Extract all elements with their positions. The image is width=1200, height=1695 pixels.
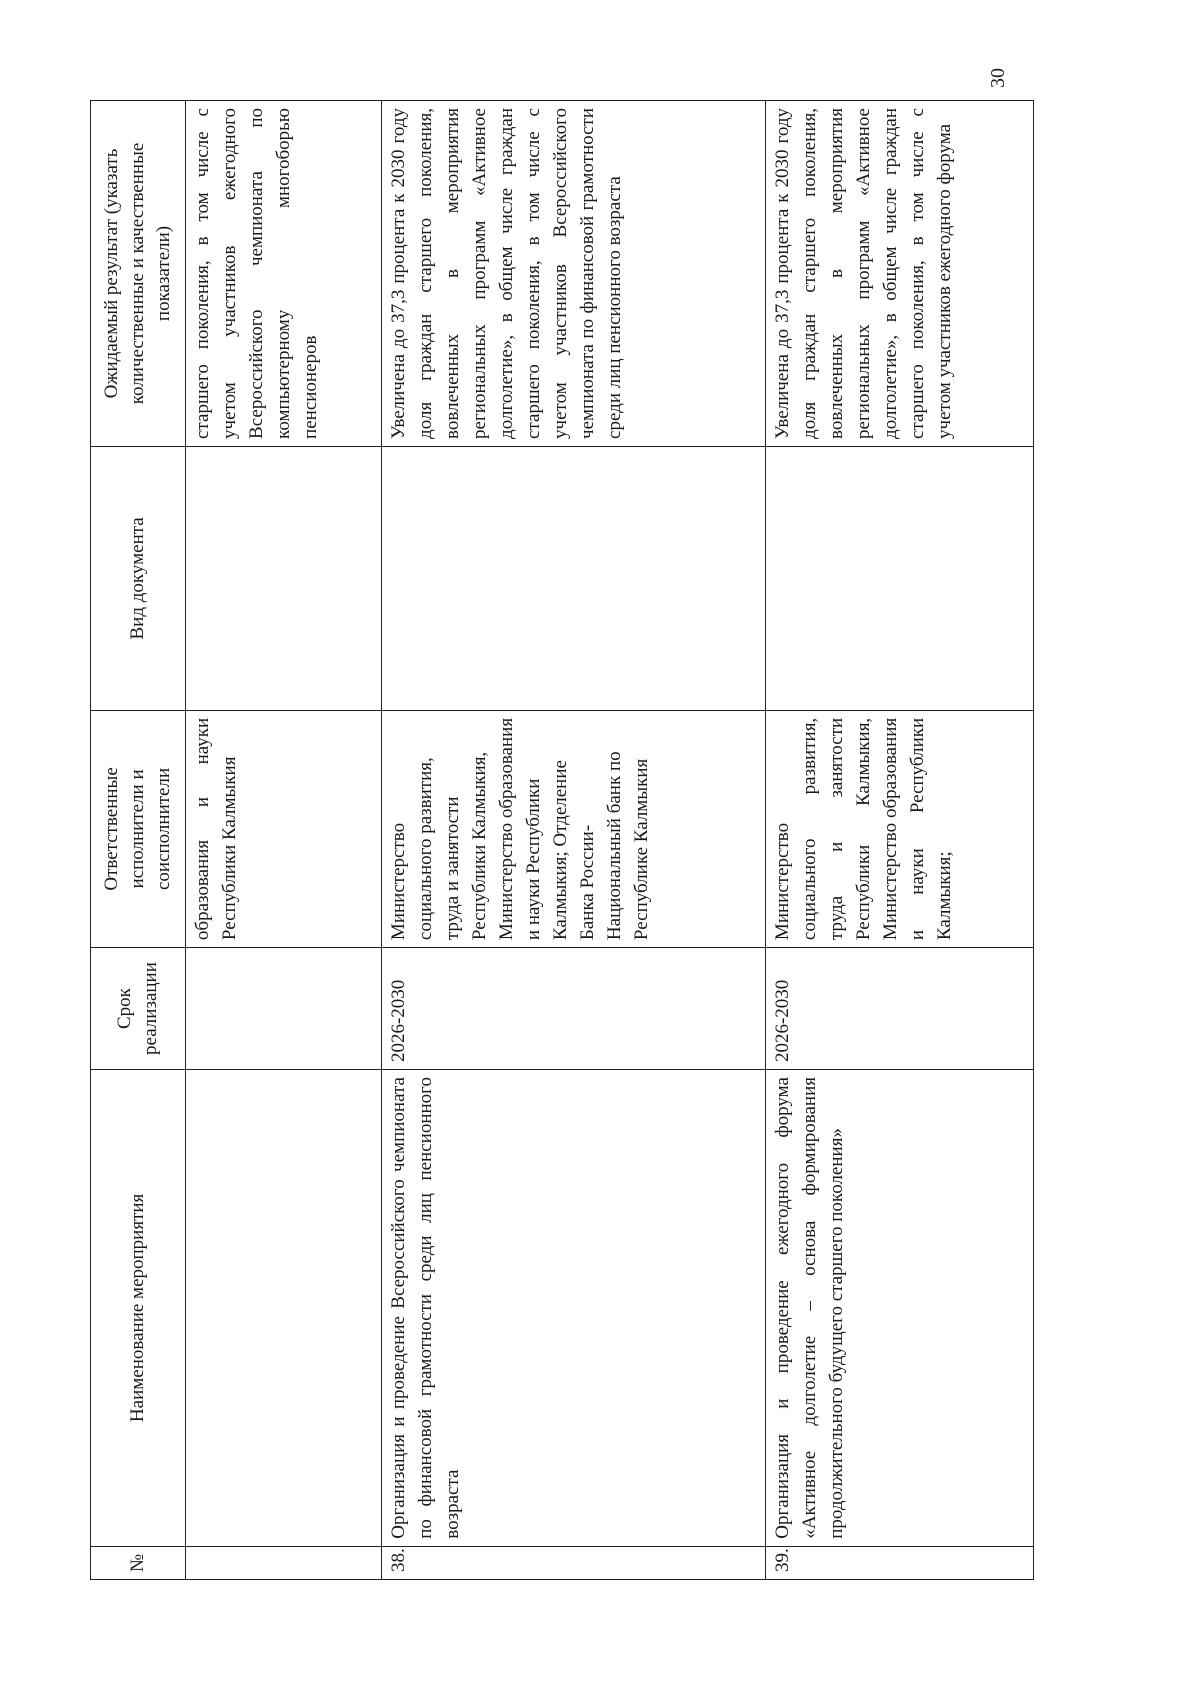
header-executors: Ответственные исполнители и соисполнители <box>91 710 186 947</box>
cell-doc-type <box>186 446 382 710</box>
cell-num: 38. <box>382 1546 766 1579</box>
cell-num: 39. <box>766 1546 1034 1579</box>
table-row-38 <box>382 101 766 1580</box>
cell-name: Организация и проведение Всероссийского чемпионата по финансовой грамотности среди лиц пенсионного возраста <box>382 1070 766 1547</box>
cell-term: 2026-2030 <box>382 948 766 1070</box>
table-body <box>186 101 1034 1580</box>
header-doc-type: Вид документа <box>91 446 186 710</box>
header-term: Срок реализации <box>91 948 186 1070</box>
measures-table <box>90 100 1034 1580</box>
cell-result: Увеличена до 37,3 процента к 2030 году доля граждан старшего поколения, вовлеченных в мероприятия региональных программ «Активное долголетие», в общем числе граждан старшего поколения, в том числе с учетом участников ежегодного форума <box>766 101 1034 447</box>
header-row <box>91 101 186 1580</box>
header-result: Ожидаемый результат (указать количественные и качественные показатели) <box>91 101 186 447</box>
header-name: Наименование мероприятия <box>91 1070 186 1547</box>
table-row-39 <box>766 101 1034 1580</box>
cell-term: 2026-2030 <box>766 948 1034 1070</box>
cell-result: старшего поколения, в том числе с учетом участников ежегодного Всероссийского чемпионата по компьютерному многоборью пенсионеров <box>186 101 382 447</box>
page-number: 30 <box>987 68 1009 88</box>
cell-doc-type <box>382 446 766 710</box>
cell-name: Организация и проведение ежегодного форума «Активное долголетие – основа формирования продолжительного будущего старшего поколения» <box>766 1070 1034 1547</box>
cell-doc-type <box>766 446 1034 710</box>
cell-executors: Министерство социального развития, труда и занятости Республики Калмыкия, Министерство образования и науки Республики Калмыкия; <box>766 710 1034 947</box>
table-row-continued <box>186 101 382 1580</box>
table-header <box>91 101 186 1580</box>
cell-result: Увеличена до 37,3 процента к 2030 году доля граждан старшего поколения, вовлеченных в мероприятия региональных программ «Активное долголетие», в общем числе граждан старшего поколения, в том числе с учетом участников Всероссийского чемпионата по финансовой грамотности среди лиц пенсионного возраста <box>382 101 766 447</box>
rotated-landscape-page <box>90 68 1050 1580</box>
cell-term <box>186 948 382 1070</box>
header-num: № <box>91 1546 186 1579</box>
cell-executors: образования и науки Республики Калмыкия <box>186 710 382 947</box>
cell-name <box>186 1070 382 1547</box>
cell-executors: Министерство социального развития, труда и занятости Республики Калмыкия, Министерство образования и науки Республики Калмыкия; Отделение Банка России-Национальный банк по Республике Калмыкия <box>382 710 766 947</box>
cell-num <box>186 1546 382 1579</box>
